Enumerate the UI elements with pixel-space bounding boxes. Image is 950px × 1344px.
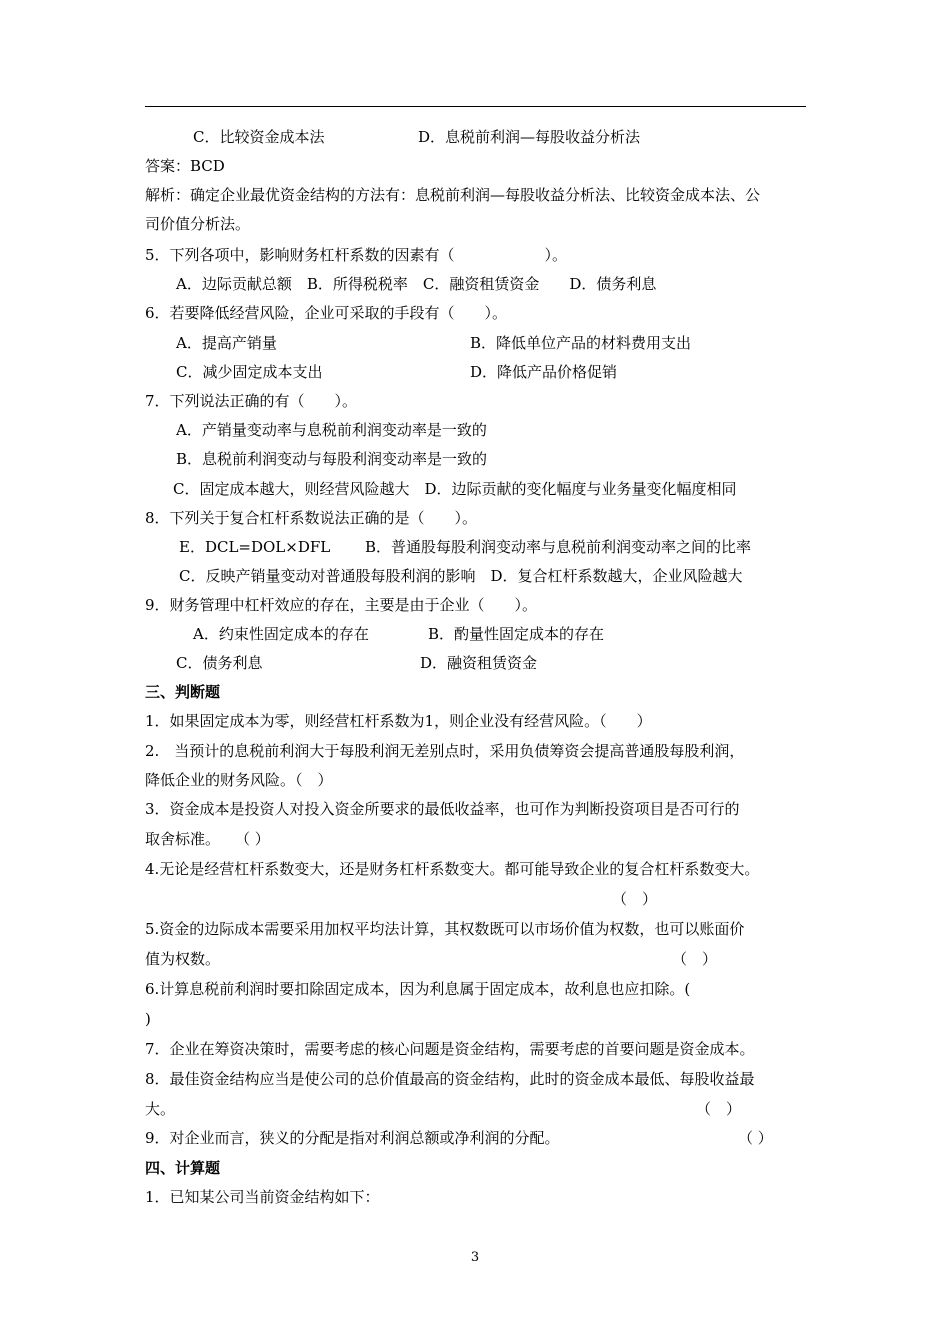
text-line: 6.计算息税前利润时要扣除固定成本，因为利息属于固定成本，故利息也应扣除。( [145,980,691,998]
text-line: C．减少固定成本支出 [176,363,323,381]
text-line: 1．如果固定成本为零，则经营杠杆系数为1，则企业没有经营风险。（ ） [145,712,652,730]
text-line: 司价值分析法。 [145,215,251,233]
text-line: A．边际贡献总额 B．所得税税率 C．融资租赁资金 D．债务利息 [176,275,657,293]
text-line: （ ） [696,1100,742,1118]
text-line: 8．最佳资金结构应当是使公司的总价值最高的资金结构，此时的资金成本最低、每股收益最 [145,1070,755,1088]
text-line: （ ） [738,1129,773,1147]
text-line: C．比较资金成本法 [193,128,325,146]
text-line: C．固定成本越大，则经营风险越大 D．边际贡献的变化幅度与业务量变化幅度相同 [173,480,737,498]
section-heading: 三、判断题 [145,683,221,701]
text-line: 9．财务管理中杠杆效应的存在，主要是由于企业（ ）。 [145,596,538,614]
header-rule [145,106,806,107]
text-line: 7．下列说法正确的有（ ）。 [145,392,358,410]
text-line: B．降低单位产品的材料费用支出 [470,334,692,352]
text-line: A．产销量变动率与息税前利润变动率是一致的 [176,421,487,439]
text-line: 取舍标准。 （ ） [145,830,270,848]
text-line: 值为权数。 [145,950,221,968]
text-line: 降低企业的财务风险。（ ） [145,771,333,789]
section-heading: 四、计算题 [145,1159,221,1177]
text-line: 6．若要降低经营风险，企业可采取的手段有（ ）。 [145,304,508,322]
text-line: 2. 当预计的息税前利润大于每股利润无差别点时，采用负债筹资会提高普通股每股利润， [145,742,745,760]
text-line: 答案：BCD [145,157,225,175]
text-line: （ ） [672,950,718,968]
text-line: A．约束性固定成本的存在 [193,625,369,643]
text-line: D．降低产品价格促销 [470,363,618,381]
text-line: A．提高产销量 [176,334,277,352]
text-line: 5．下列各项中，影响财务杠杆系数的因素有（ ）。 [145,246,568,264]
text-line: B．息税前利润变动与每股利润变动率是一致的 [176,450,488,468]
text-line: 大。 [145,1100,176,1118]
text-line: D．息税前利润—每股收益分析法 [418,128,641,146]
text-line: 8．下列关于复合杠杆系数说法正确的是（ ）。 [145,509,478,527]
page-number: 3 [470,1250,480,1265]
text-line: B．酌量性固定成本的存在 [428,625,605,643]
text-line: 9．对企业而言，狭义的分配是指对利润总额或净利润的分配。 [145,1129,560,1147]
text-line: 7．企业在筹资决策时，需要考虑的核心问题是资金结构，需要考虑的首要问题是资金成本。 [145,1040,755,1058]
text-line: 5.资金的边际成本需要采用加权平均法计算，其权数既可以市场价值为权数，也可以账面价 [145,920,745,938]
text-line: 4.无论是经营杠杆系数变大，还是财务杠杆系数变大。都可能导致企业的复合杠杆系数变大。 [145,860,760,878]
text-line: C．反映产销量变动对普通股每股利润的影响 D．复合杠杆系数越大，企业风险越大 [179,567,743,585]
text-line: D．融资租赁资金 [420,654,538,672]
text-line: 1．已知某公司当前资金结构如下： [145,1188,380,1206]
text-line: 3．资金成本是投资人对投入资金所要求的最低收益率，也可作为判断投资项目是否可行的 [145,800,740,818]
text-line: 解析：确定企业最优资金结构的方法有：息税前利润—每股收益分析法、比较资金成本法、公 [145,186,761,204]
text-line: E．DCL=DOL×DFL B．普通股每股利润变动率与息税前利润变动率之间的比率 [179,538,752,556]
text-line: ) [145,1010,151,1028]
text-line: C．债务利息 [176,654,263,672]
text-line: （ ） [612,890,658,908]
